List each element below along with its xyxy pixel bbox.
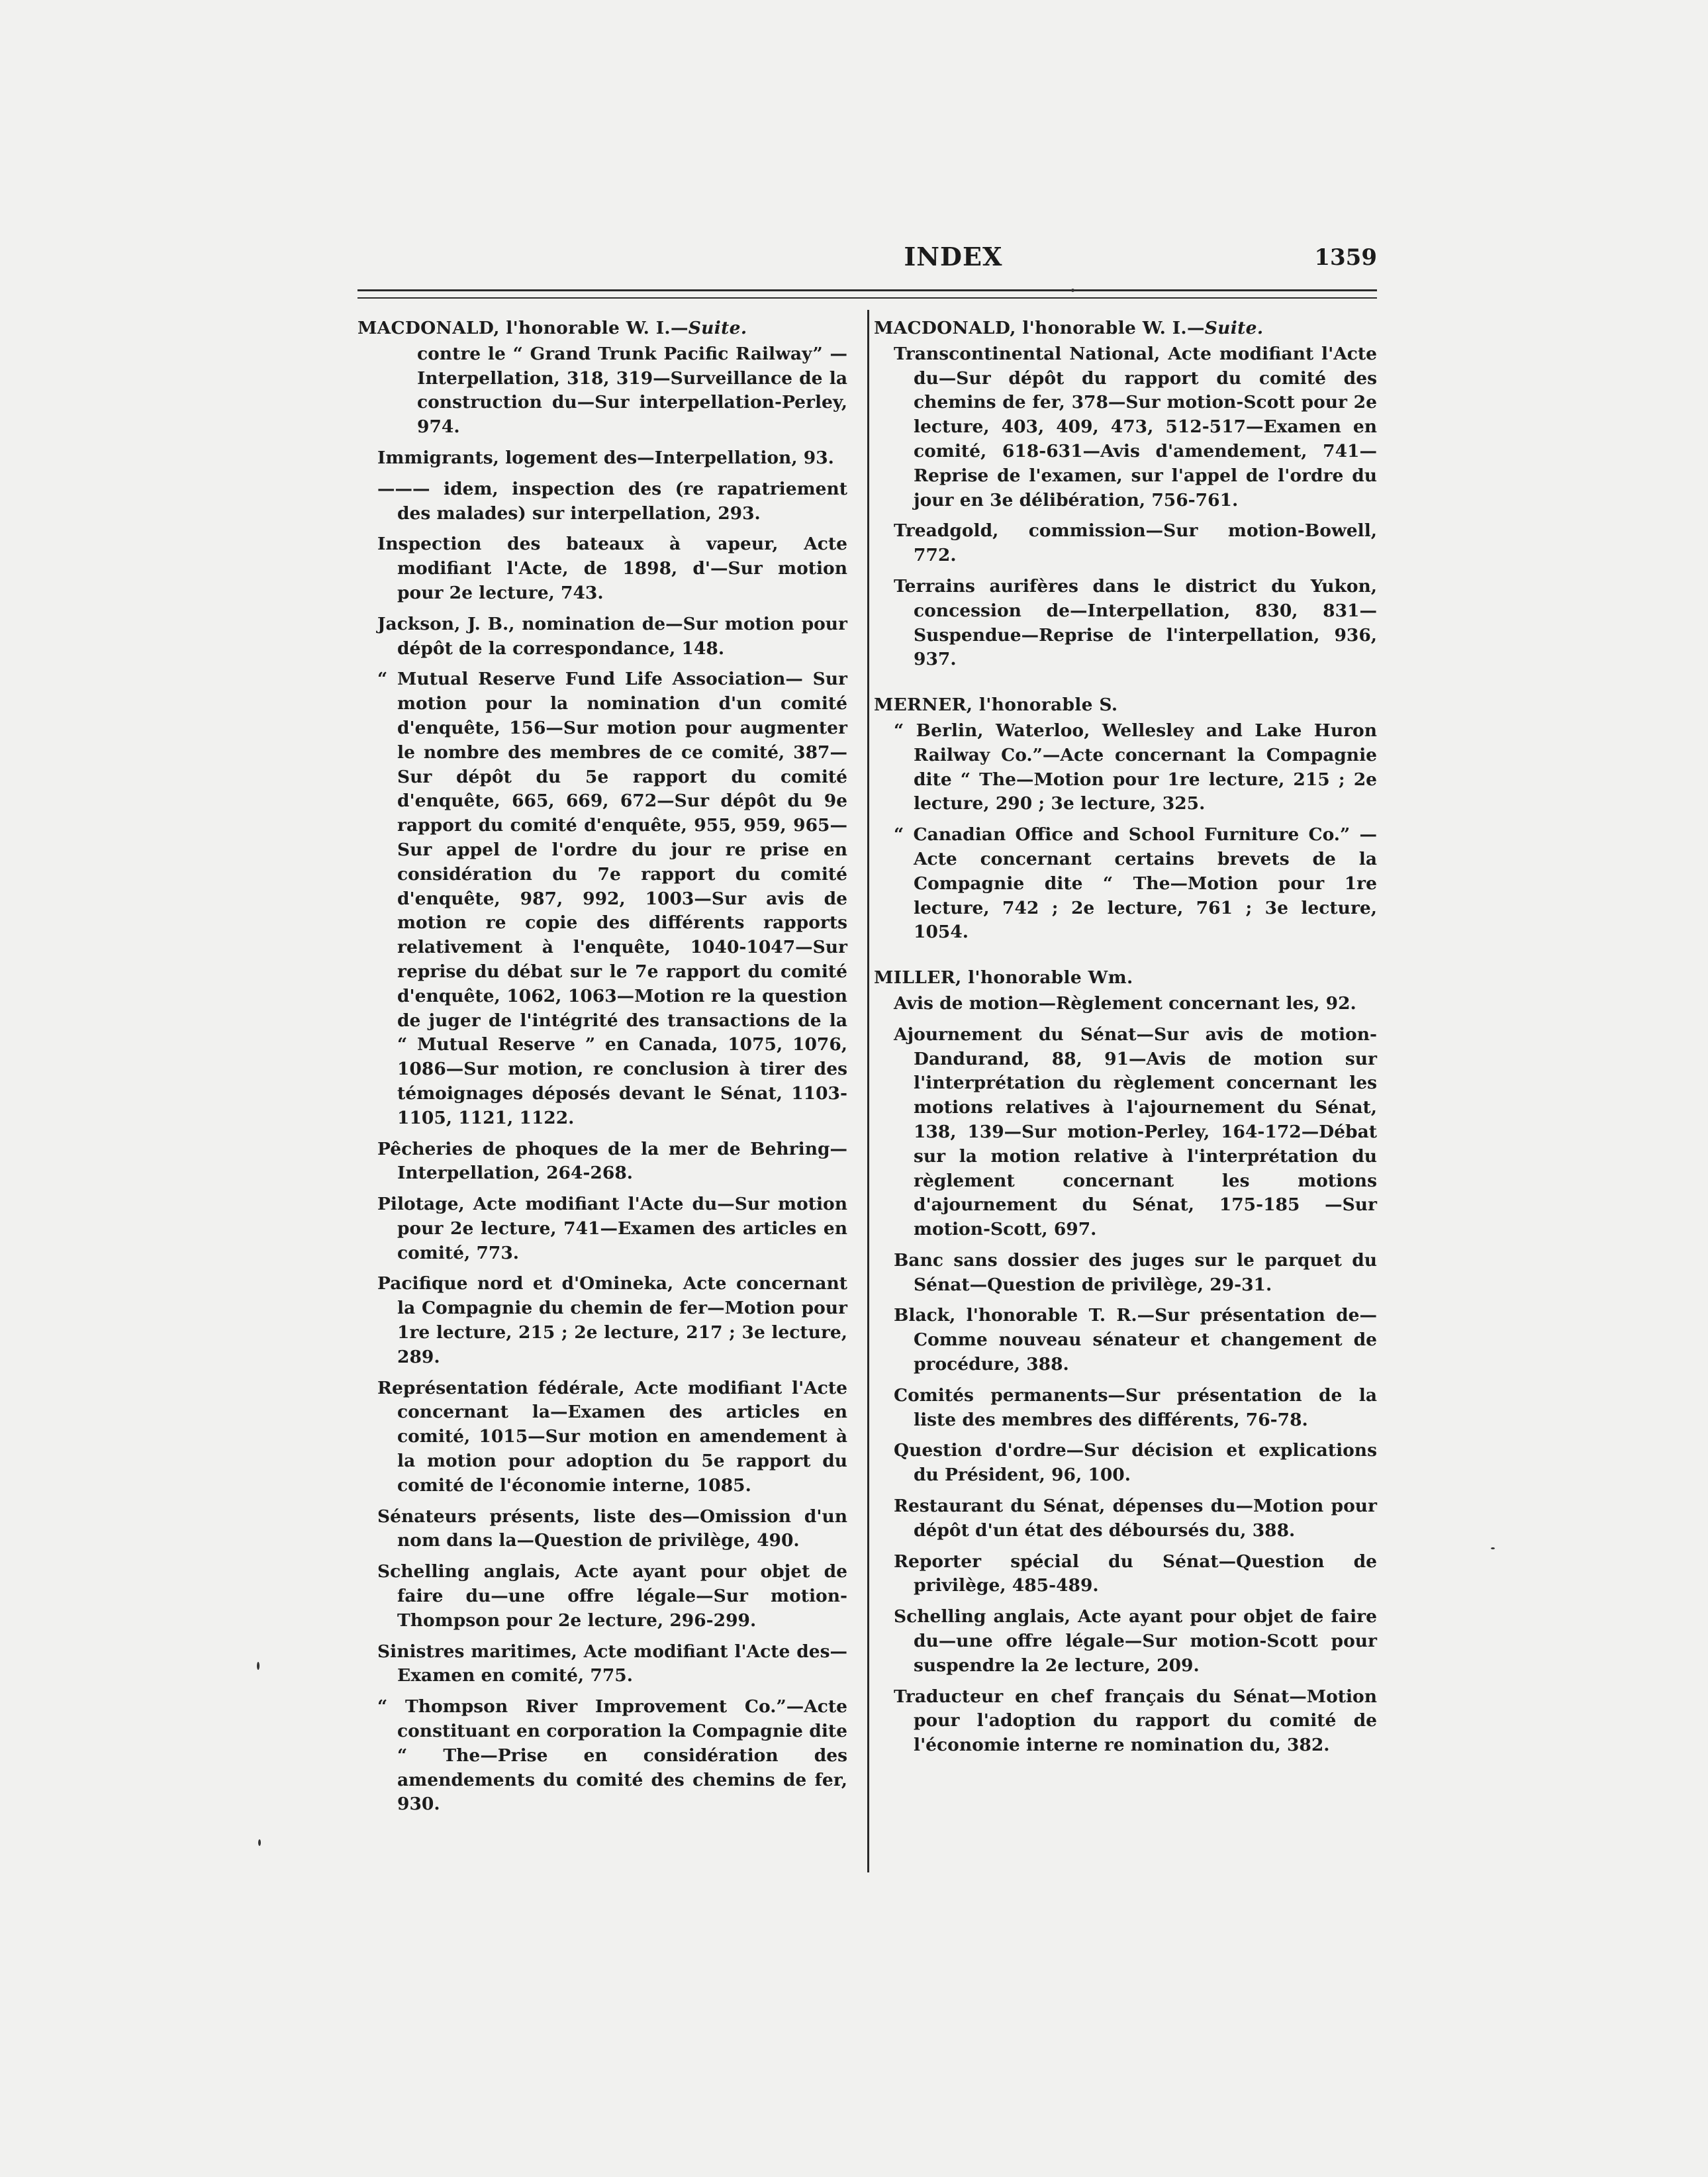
- index-entry: Inspection des bateaux à vapeur, Acte modifiant l'Acte, de 1898, d'—Sur motion pour 2e lecture, 743.: [377, 534, 847, 603]
- index-entry: Reporter spécial du Sénat—Question de privilège, 485-489.: [894, 1551, 1377, 1596]
- scan-speck: [258, 1839, 261, 1846]
- index-entry: “ Canadian Office and School Furniture Co.” —Acte concernant certains brevets de la Compagnie dite “ The—Motion pour 1re lecture, 742 ; 2e lecture, 761 ; 3e lecture, 1054.: [894, 824, 1377, 943]
- index-entry: Schelling anglais, Acte ayant pour objet de faire du—une offre légale—Sur motion-Thompson pour 2e lecture, 296-299.: [377, 1561, 847, 1631]
- index-heading-macdonald-suite: MACDONALD, l'honorable W. I.—Suite.: [874, 318, 1264, 338]
- index-heading-miller: MILLER, l'honorable Wm.: [874, 967, 1133, 989]
- index-heading-macdonald: MACDONALD, l'honorable W. I.—Suite.: [357, 318, 747, 338]
- index-entry: Immigrants, logement des—Interpellation, 93.: [377, 447, 834, 468]
- index-entry: Pêcheries de phoques de la mer de Behring—Interpellation, 264-268.: [377, 1138, 847, 1184]
- right-column: [874, 316, 1377, 1765]
- index-entry: Ajournement du Sénat—Sur avis de motion-Dandurand, 88, 91—Avis de motion sur l'interprétation du règlement concernant les motions relatives à l'ajournement du Sénat, 138, 139—Sur motion-Perley, 164-172—Débat sur la motion relative à l'interprétation du règlement concernant les motions d'ajournement du Sénat, 175-185 —Sur motion-Scott, 697.: [894, 1024, 1377, 1240]
- index-entry: Traducteur en chef français du Sénat—Motion pour l'adoption du rapport du comité de l'économie interne re nomination du, 382.: [894, 1686, 1377, 1756]
- index-entry: Sinistres maritimes, Acte modifiant l'Acte des—Examen en comité, 775.: [377, 1641, 847, 1686]
- left-column: [357, 316, 847, 1823]
- column-divider: [867, 310, 869, 1872]
- index-entry: “ Berlin, Waterloo, Wellesley and Lake Huron Railway Co.”—Acte concernant la Compagnie dite “ The—Motion pour 1re lecture, 215 ; 2e lecture, 290 ; 3e lecture, 325.: [894, 720, 1377, 814]
- index-entry: Avis de motion—Règlement concernant les, 92.: [894, 992, 1356, 1014]
- index-entry: “ Mutual Reserve Fund Life Association— Sur motion pour la nomination d'un comité d'enquête, 156—Sur motion pour augmenter le nombre des membres de ce comité, 387—Sur dépôt du 5e rapport du comité d'enquête, 665, 669, 672—Sur dépôt du 9e rapport du comité d'enquête, 955, 959, 965—Sur appel de l'ordre du jour re prise en considération du 7e rapport du comité d'enquête, 987, 992, 1003—Sur avis de motion re copie des différents rapports relativement à l'enquête, 1040-1047—Sur reprise du débat sur le 7e rapport du comité d'enquête, 1062, 1063—Motion re la question de juger de l'intégrité des transactions de la “ Mutual Reserve ” en Canada, 1075, 1076, 1086—Sur motion, re conclusion à tirer des témoignages déposés devant le Sénat, 1103-1105, 1121, 1122.: [377, 669, 847, 1128]
- scan-speck: [1491, 1547, 1495, 1549]
- index-entry: Black, l'honorable T. R.—Sur présentation de—Comme nouveau sénateur et changement de procédure, 388.: [894, 1305, 1377, 1375]
- index-heading-merner: MERNER, l'honorable S.: [874, 695, 1118, 716]
- index-entry: Jackson, J. B., nomination de—Sur motion pour dépôt de la correspondance, 148.: [377, 613, 847, 659]
- index-entry: Treadgold, commission—Sur motion-Bowell, 772.: [894, 520, 1377, 566]
- index-entry: Pilotage, Acte modifiant l'Acte du—Sur motion pour 2e lecture, 741—Examen des articles en comité, 773.: [377, 1194, 847, 1263]
- scan-speck: [1071, 289, 1074, 292]
- index-entry: Banc sans dossier des juges sur le parquet du Sénat—Question de privilège, 29-31.: [894, 1249, 1377, 1295]
- index-entry: Schelling anglais, Acte ayant pour objet de faire du—une offre légale—Sur motion-Scott pour suspendre la 2e lecture, 209.: [894, 1606, 1377, 1676]
- page-title: INDEX: [904, 242, 1003, 271]
- header-rule-bottom: [357, 297, 1377, 299]
- index-entry: Sénateurs présents, liste des—Omission d'un nom dans la—Question de privilège, 490.: [377, 1506, 847, 1551]
- header-rule-top: [357, 289, 1377, 291]
- page-number: 1359: [1314, 244, 1377, 271]
- index-entry: Représentation fédérale, Acte modifiant l'Acte concernant la—Examen des articles en comité, 1015—Sur motion en amendement à la motion pour adoption du 5e rapport du comité de l'économie interne, 1085.: [377, 1377, 847, 1496]
- page-header: [357, 242, 1377, 281]
- index-entry: Transcontinental National, Acte modifiant l'Acte du—Sur dépôt du rapport du comité des chemins de fer, 378—Sur motion-Scott pour 2e lecture, 403, 409, 473, 512-517—Examen en comité, 618-631—Avis d'amendement, 741—Reprise de l'examen, sur l'appel de l'ordre du jour en 3e délibération, 756-761.: [894, 343, 1377, 510]
- index-entry: “ Thompson River Improvement Co.”—Acte constituant en corporation la Compagnie dite “ The—Prise en considération des amendements du comité des chemins de fer, 930.: [377, 1696, 847, 1815]
- index-entry: contre le “ Grand Trunk Pacific Railway” —Interpellation, 318, 319—Surveillance de la construction du—Sur interpellation-Perley, 974.: [417, 343, 847, 438]
- index-entry: Comités permanents—Sur présentation de la liste des membres des différents, 76-78.: [894, 1384, 1377, 1430]
- index-entry: Question d'ordre—Sur décision et explications du Président, 96, 100.: [894, 1440, 1377, 1486]
- index-entry: Pacifique nord et d'Omineka, Acte concernant la Compagnie du chemin de fer—Motion pour 1re lecture, 215 ; 2e lecture, 217 ; 3e lecture, 289.: [377, 1273, 847, 1367]
- index-entry: Restaurant du Sénat, dépenses du—Motion pour dépôt d'un état des déboursés du, 388.: [894, 1496, 1377, 1541]
- index-entry: ——— idem, inspection des (re rapatriement des malades) sur interpellation, 293.: [377, 478, 847, 524]
- scan-speck: [257, 1662, 260, 1670]
- index-entry: Terrains aurifères dans le district du Yukon, concession de—Interpellation, 830, 831—Suspendue—Reprise de l'interpellation, 936, 937.: [894, 575, 1377, 670]
